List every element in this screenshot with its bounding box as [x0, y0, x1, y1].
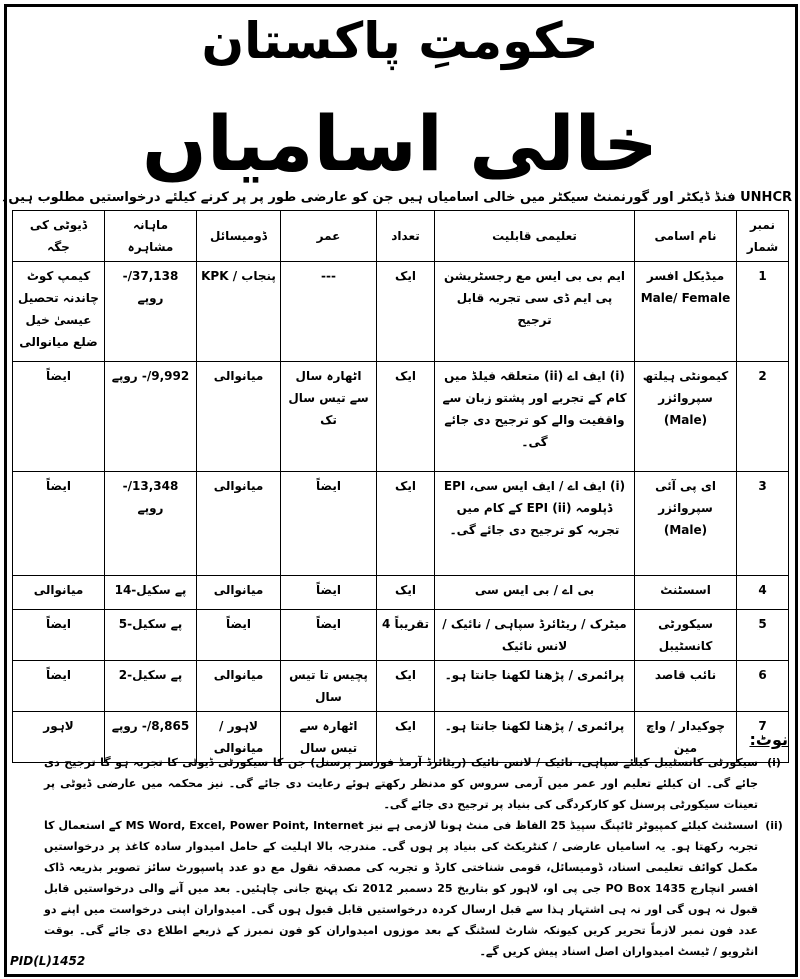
col-header-duty-station: ڈیوٹی کی جگہ — [13, 211, 105, 262]
cell-post: چوکیدار / واچ مین — [635, 712, 737, 763]
cell-post: میڈیکل افسر Male/ Female — [635, 262, 737, 362]
note-item — [12, 752, 790, 815]
table-row — [13, 262, 789, 362]
cell-qualification: پرائمری / پڑھنا لکھنا جانتا ہو۔ — [435, 712, 635, 763]
cell-serial: 1 — [737, 262, 789, 362]
col-header-salary: ماہانہ مشاہرہ — [105, 211, 197, 262]
cell-domicile: پنجاب / KPK — [197, 262, 281, 362]
table-row — [13, 610, 789, 661]
cell-age: ایضاً — [281, 610, 377, 661]
cell-age: اٹھارہ سے تیس سال — [281, 712, 377, 763]
cell-domicile: ایضاً — [197, 610, 281, 661]
note-item — [12, 815, 790, 962]
cell-domicile: میانوالی — [197, 576, 281, 610]
col-header-domicile: ڈومیسائل — [197, 211, 281, 262]
cell-count: تقریباً 4 — [377, 610, 435, 661]
note-number: (i) — [767, 756, 781, 769]
cell-salary: 13,348/- روپے — [105, 472, 197, 576]
cell-qualification: پرائمری / پڑھنا لکھنا جانتا ہو۔ — [435, 661, 635, 712]
cell-qualification: (i) ایف اے (ii) متعلقہ فیلڈ میں کام کے تجربے اور پشتو زبان سے واقفیت والے کو ترجیح دی جائے گی۔ — [435, 362, 635, 472]
table-row — [13, 362, 789, 472]
table-row — [13, 472, 789, 576]
cell-post: کیمونٹی ہیلتھ سپروائزر (Male) — [635, 362, 737, 472]
cell-count: ایک — [377, 576, 435, 610]
cell-domicile: میانوالی — [197, 661, 281, 712]
cell-serial: 6 — [737, 661, 789, 712]
cell-qualification: (i) ایف اے / ایف ایس سی، EPI ڈپلومہ (ii) EPI کے کام میں تجربہ کو ترجیح دی جائے گی۔ — [435, 472, 635, 576]
cell-post: سیکورٹی کانسٹیبل — [635, 610, 737, 661]
note-text: سیکورٹی کانسٹیبل کیلئے سپاہی، نائیک / لانس نائیک (ریٹائرڈ آرمڈ فورسز پرسنل) جن کا سیکورٹی ڈیوٹی کا تجربہ ہو گا ترجیح دی جائے گی۔ ان کیلئے تعلیم اور عمر میں آرمی سروس کو مدنظر رکھتے ہوئے رعایت دی جائے گی۔ نیز محکمہ میں عارضی ڈیوٹی پر تعینات سیکورٹی پرسنل کو کارکردگی کی بنیاد پر ترجیح دی جائے گی۔ — [44, 756, 758, 811]
notes-section — [12, 752, 790, 962]
cell-age: پچیس تا تیس سال — [281, 661, 377, 712]
page-subtitle: خالی اسامیاں — [141, 99, 658, 188]
cell-count: ایک — [377, 661, 435, 712]
cell-serial: 4 — [737, 576, 789, 610]
cell-duty-station: ایضاً — [13, 362, 105, 472]
cell-salary: پے سکیل-2 — [105, 661, 197, 712]
cell-duty-station: کیمپ کوٹ چاندنہ تحصیل عیسیٰ خیل ضلع میانوالی — [13, 262, 105, 362]
intro-text: UNHCR فنڈ ڈیکٹر اور گورنمنٹ سیکٹر میں خالی اسامیاں ہیں جن کو عارضی طور پر پر کرنے کیلئے درخواستیں مطلوب ہیں۔ — [0, 190, 792, 205]
cell-post: ای پی آئی سپروائزر (Male) — [635, 472, 737, 576]
vacancies-table — [12, 210, 789, 763]
cell-age: ایضاً — [281, 472, 377, 576]
cell-post: نائب قاصد — [635, 661, 737, 712]
cell-qualification: میٹرک / ریٹائرڈ سپاہی / نائیک / لانس نائیک — [435, 610, 635, 661]
cell-post: اسسٹنٹ — [635, 576, 737, 610]
cell-count: ایک — [377, 262, 435, 362]
cell-salary: پے سکیل-5 — [105, 610, 197, 661]
cell-count: ایک — [377, 472, 435, 576]
cell-age: اٹھارہ سال سے تیس سال تک — [281, 362, 377, 472]
table-row — [13, 661, 789, 712]
cell-age: ایضاً — [281, 576, 377, 610]
pid-code: PID(L)1452 — [10, 954, 86, 968]
cell-salary: 9,992/- روپے — [105, 362, 197, 472]
cell-duty-station: میانوالی — [13, 576, 105, 610]
col-header-post: نام اسامی — [635, 211, 737, 262]
page-title: حکومتِ پاکستان — [201, 12, 599, 70]
col-header-count: تعداد — [377, 211, 435, 262]
cell-qualification: ایم بی بی ایس مع رجسٹریشن پی ایم ڈی سی تجربہ قابل ترجیح — [435, 262, 635, 362]
cell-serial: 5 — [737, 610, 789, 661]
cell-age: --- — [281, 262, 377, 362]
cell-domicile: میانوالی — [197, 472, 281, 576]
table-header-row — [13, 211, 789, 262]
cell-salary: پے سکیل-14 — [105, 576, 197, 610]
cell-duty-station: ایضاً — [13, 661, 105, 712]
cell-domicile: لاہور / میانوالی — [197, 712, 281, 763]
note-number: (ii) — [765, 819, 783, 832]
col-header-qualification: تعلیمی قابلیت — [435, 211, 635, 262]
cell-count: ایک — [377, 712, 435, 763]
cell-domicile: میانوالی — [197, 362, 281, 472]
cell-salary: 37,138/- روپے — [105, 262, 197, 362]
cell-salary: 8,865/- روپے — [105, 712, 197, 763]
note-text: اسسٹنٹ کیلئے کمپیوٹر ٹائپنگ سپیڈ 25 الفاظ فی منٹ ہونا لازمی ہے نیز MS Word, Excel, Power Point, Internet کے استعمال کا تجربہ رکھتا ہو۔ یہ اسامیاں عارضی / کنٹریکٹ کی بنیاد پر ہوں گی۔ مندرجہ بالا اہلیت کے حامل امیدوار سادہ کاغذ پر درخواستیں مکمل کوائف تعلیمی اسناد، ڈومیسائل، قومی شناختی کارڈ و تجربہ کی مصدقہ نقول مع دو عدد پاسپورٹ سائز تصویر بذریعہ ڈاک افسر انچارج PO Box 1435 جی پی او، لاہور کو بتاریخ 25 دسمبر 2012 تک پہنچ جانی چاہئیں۔ بعد میں آنے والی درخواستیں قابل قبول نہ ہوں گی اور نہ ہی اشتہار ہذا سے قبل ارسال کردہ درخواستیں قابل قبول ہوں گی۔ امیدواران اپنی درخواست میں اپنے دو عدد فون نمبر لازماً تحریر کریں کیونکہ شارٹ لسٹنگ کے بعد موزوں امیدواران کو فون نمبرز کے ذریعے اطلاع دی جائے گی۔ بوقت انٹرویو / ٹیسٹ امیدواران اصل اسناد پیش کریں گے۔ — [44, 819, 758, 958]
cell-duty-station: لاہور — [13, 712, 105, 763]
col-header-age: عمر — [281, 211, 377, 262]
cell-qualification: بی اے / بی ایس سی — [435, 576, 635, 610]
table-row — [13, 576, 789, 610]
cell-serial: 7 — [737, 712, 789, 763]
cell-duty-station: ایضاً — [13, 610, 105, 661]
cell-serial: 3 — [737, 472, 789, 576]
col-header-serial: نمبر شمار — [737, 211, 789, 262]
notes-heading: نوٹ: — [749, 730, 788, 749]
cell-duty-station: ایضاً — [13, 472, 105, 576]
cell-serial: 2 — [737, 362, 789, 472]
cell-count: ایک — [377, 362, 435, 472]
